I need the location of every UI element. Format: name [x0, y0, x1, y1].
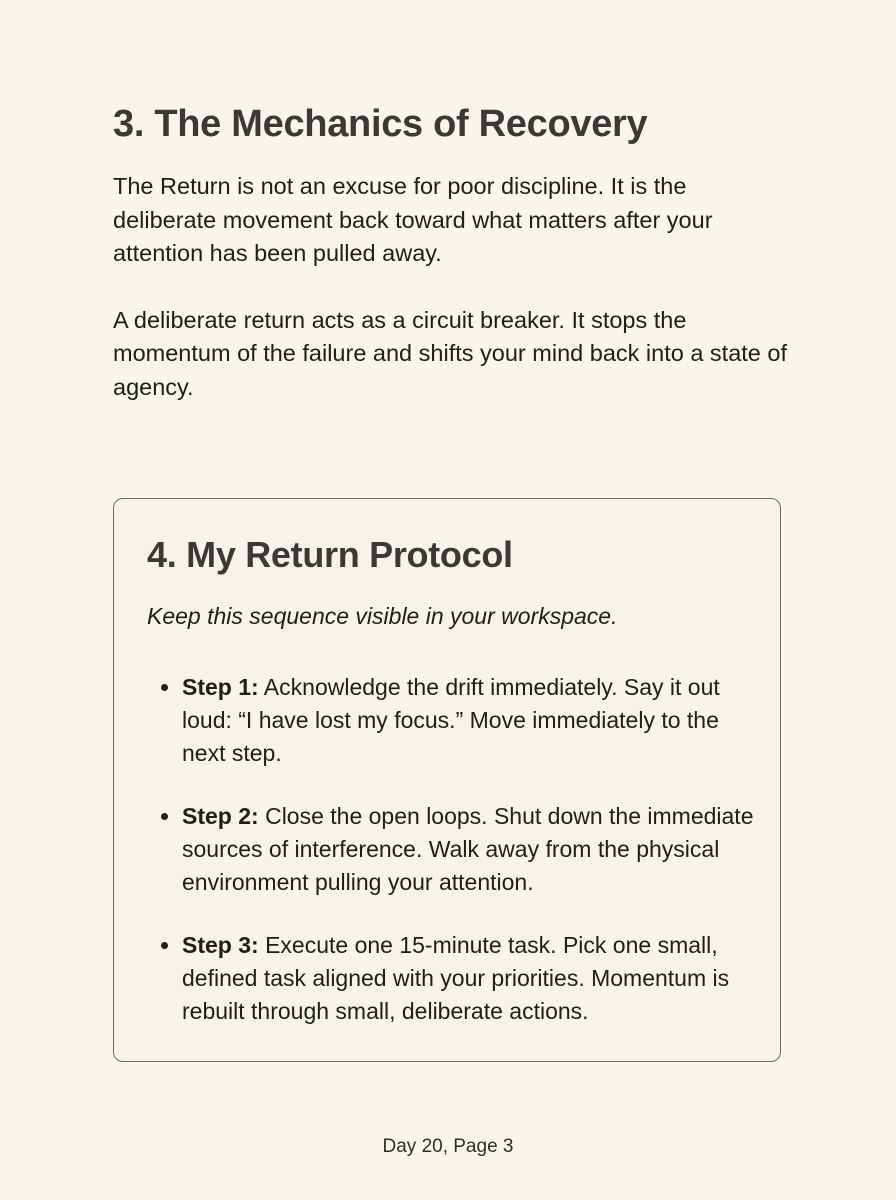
step-label: Step 3:: [182, 932, 259, 958]
protocol-heading: 4. My Return Protocol: [147, 534, 513, 575]
return-protocol-box: [113, 498, 781, 1062]
section-mechanics-of-recovery: [113, 98, 793, 404]
step-text: Acknowledge the drift immediately. Say it out loud: “I have lost my focus.” Move immediately to the next step.: [182, 674, 720, 766]
step-label: Step 2:: [182, 803, 259, 829]
protocol-subtitle: Keep this sequence visible in your workspace.: [147, 603, 618, 629]
step-text: Close the open loops. Shut down the immediate sources of interference. Walk away from the physical environment pulling your attention.: [182, 803, 754, 895]
protocol-step: [182, 929, 762, 1028]
section-heading: 3. The Mechanics of Recovery: [113, 103, 648, 145]
bullet-icon: [161, 684, 168, 691]
bullet-icon: [161, 942, 168, 949]
bullet-icon: [161, 813, 168, 820]
step-label: Step 1:: [182, 674, 259, 700]
page-footer: Day 20, Page 3: [382, 1136, 514, 1157]
step-text: Execute one 15-minute task. Pick one small, defined task aligned with your priorities. Momentum is rebuilt through small, deliberate actions.: [182, 932, 730, 1024]
protocol-step: [182, 800, 762, 899]
section-paragraph: A deliberate return acts as a circuit breaker. It stops the momentum of the failure and shifts your mind back into a state of agency.: [113, 306, 788, 400]
protocol-step: [182, 671, 762, 770]
protocol-steps-list: [182, 671, 762, 1058]
section-paragraph: The Return is not an excuse for poor discipline. It is the deliberate movement back toward what matters after your attention has been pulled away.: [113, 173, 713, 266]
